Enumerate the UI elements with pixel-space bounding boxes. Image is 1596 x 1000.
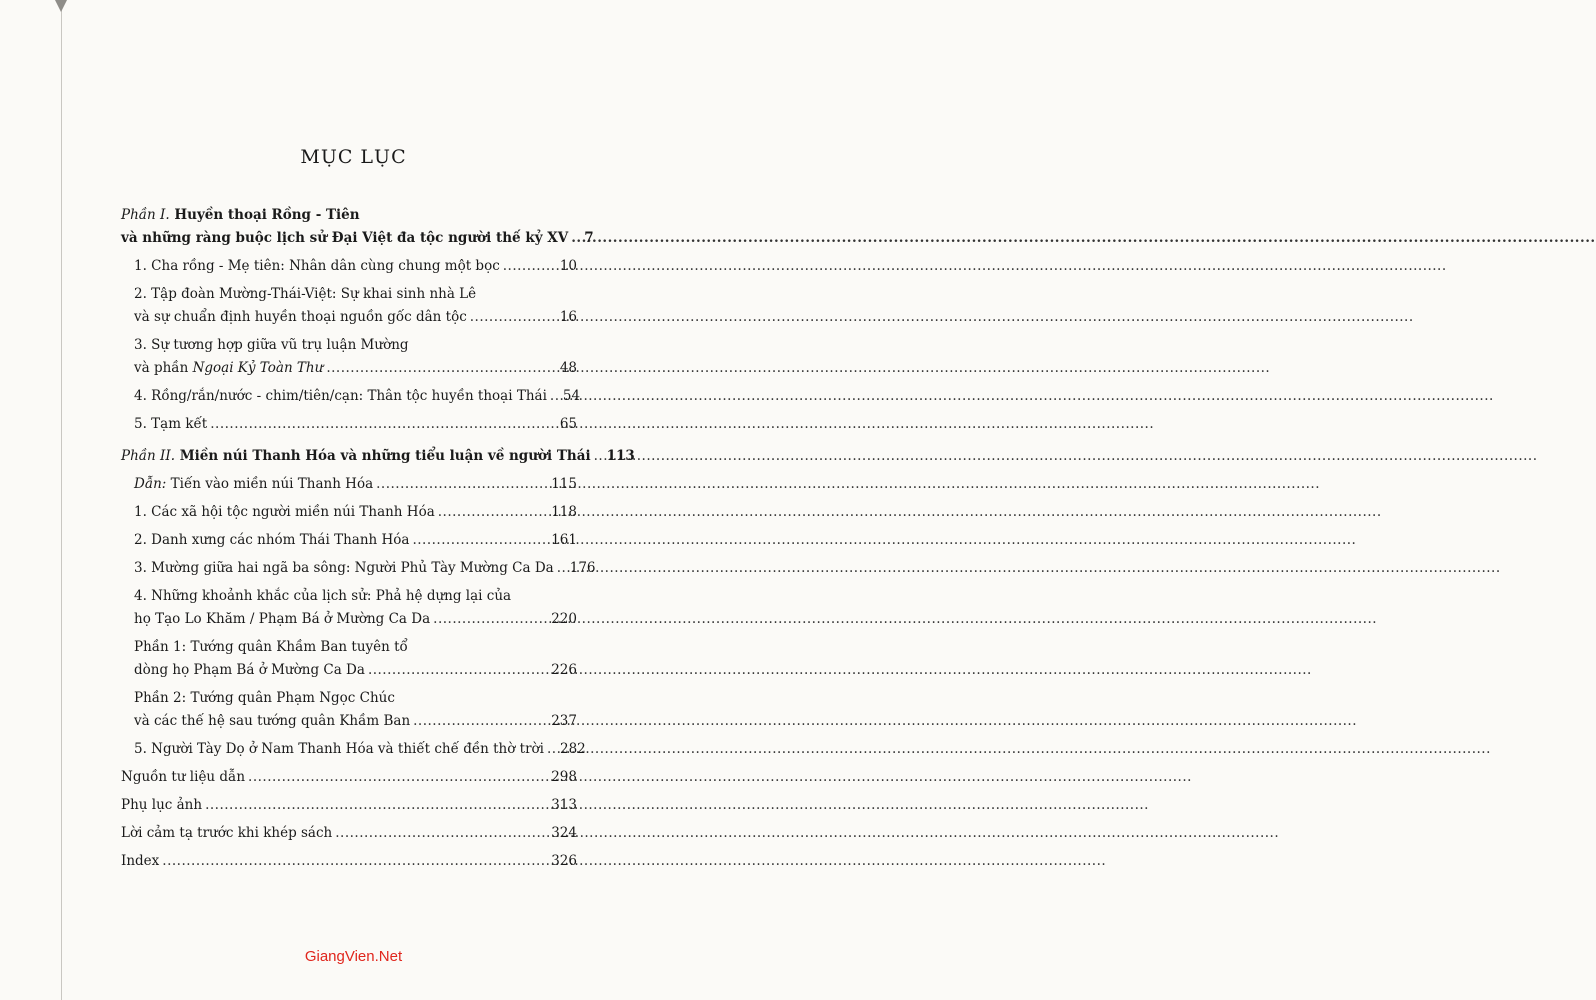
toc-page-number: 113	[606, 448, 635, 464]
toc-page-number: 161	[551, 532, 577, 548]
toc-back-matter-sources[interactable]	[121, 768, 577, 791]
toc-leader	[335, 824, 548, 843]
toc-item-title: Index	[121, 853, 160, 869]
toc-page-number: 115	[551, 476, 577, 492]
toc-page-number: 16	[559, 309, 577, 325]
toc-item-title: 1. Các xã hội tộc người miền núi Thanh Hóa	[134, 504, 435, 520]
part-2-title: Miền núi Thanh Hóa và những tiểu luận về người Thái	[175, 448, 591, 464]
toc-back-matter-photos[interactable]	[121, 796, 577, 819]
toc-leader	[470, 308, 557, 327]
toc-leader	[248, 768, 548, 787]
toc-item-title: 2. Danh xưng các nhóm Thái Thanh Hóa	[134, 532, 410, 548]
part-1-title-cont: và những ràng buộc lịch sử Đại Việt đa tộc người thế kỷ XV	[121, 230, 569, 246]
toc-item[interactable]	[121, 740, 586, 763]
toc-item-title-cont: và sự chuẩn định huyền thoại nguồn gốc dân tộc	[134, 309, 467, 325]
toc-leader	[550, 387, 560, 406]
toc-item-title: 4. Rồng/rắn/nước - chim/tiên/cạn: Thân tộc huyền thoại Thái	[134, 388, 547, 404]
toc-leader	[547, 740, 557, 759]
toc-item-title: 3. Mường giữa hai ngã ba sông: Người Phủ Tày Mường Ca Da	[134, 560, 554, 576]
toc-item-title: Tiến vào miền núi Thanh Hóa	[166, 476, 374, 492]
toc-item[interactable]	[121, 559, 596, 582]
table-of-contents	[121, 206, 635, 875]
watermark: GiangVien.Net	[304, 948, 403, 965]
toc-back-matter-index[interactable]	[121, 852, 577, 875]
toc-item[interactable]	[121, 336, 577, 382]
toc-item-title-cont: và phần	[134, 360, 193, 376]
part-1-title: Huyền thoại Rồng - Tiên	[169, 207, 360, 223]
toc-page-number: 118	[551, 504, 577, 520]
toc-leader	[413, 712, 548, 731]
toc-item-title: 2. Tập đoàn Mường-Thái-Việt: Sự khai sinh nhà Lê	[134, 286, 477, 302]
toc-page-number: 298	[551, 769, 577, 785]
toc-part-1[interactable]	[121, 206, 594, 252]
toc-page-number: 7	[584, 230, 594, 246]
toc-page-number: 226	[551, 662, 577, 678]
toc-item-title: Lời cảm tạ trước khi khép sách	[121, 825, 333, 841]
toc-leader	[326, 359, 556, 378]
toc-leader	[376, 475, 548, 494]
toc-item-title: 1. Cha rồng - Mẹ tiên: Nhân dân cùng chung một bọc	[134, 258, 500, 274]
toc-item[interactable]	[121, 587, 577, 633]
toc-subitem[interactable]	[121, 638, 577, 684]
toc-page-number: 324	[551, 825, 577, 841]
toc-item-title-cont: dòng họ Phạm Bá ở Mường Ca Da	[134, 662, 365, 678]
toc-leader	[571, 229, 581, 248]
toc-item-title: Phần 2: Tướng quân Phạm Ngọc Chúc	[134, 690, 395, 706]
toc-leader	[433, 610, 548, 629]
toc-page-number: 48	[559, 360, 577, 376]
toc-leader	[368, 661, 548, 680]
corner-triangle-icon	[55, 0, 67, 12]
toc-leader	[503, 257, 557, 276]
toc-leader	[594, 447, 604, 466]
toc-item-title: Phần 1: Tướng quân Khầm Ban tuyên tổ	[134, 639, 408, 655]
toc-leader	[412, 531, 548, 550]
toc-item-intro[interactable]	[121, 475, 577, 498]
toc-leader	[210, 415, 557, 434]
toc-item[interactable]	[121, 415, 577, 438]
toc-item[interactable]	[121, 503, 577, 526]
toc-item-title: Phụ lục ảnh	[121, 797, 203, 813]
toc-item-title: 4. Những khoảnh khắc của lịch sử: Phả hệ dựng lại của	[134, 588, 512, 604]
toc-page-number: 54	[562, 388, 581, 404]
toc-item[interactable]	[121, 285, 577, 331]
toc-item-title-cont: họ Tạo Lo Khăm / Phạm Bá ở Mường Ca Da	[134, 611, 431, 627]
toc-item-title-cont: và các thế hệ sau tướng quân Khầm Ban	[134, 713, 411, 729]
intro-prefix: Dẫn:	[134, 476, 167, 492]
toc-item-title: 5. Tạm kết	[134, 416, 208, 432]
toc-item[interactable]	[121, 531, 577, 554]
toc-item-title: 3. Sự tương hợp giữa vũ trụ luận Mường	[134, 337, 409, 353]
toc-page-number: 326	[551, 853, 577, 869]
toc-item-book-title: Ngoại Kỷ Toàn Thư	[192, 360, 324, 376]
toc-back-matter-acknowledgements[interactable]	[121, 824, 577, 847]
part-1-prefix: Phần I.	[121, 207, 170, 223]
toc-page-number: 237	[551, 713, 577, 729]
toc-part-2[interactable]	[121, 447, 635, 470]
toc-item-title: 5. Người Tày Dọ ở Nam Thanh Hóa và thiết chế đền thờ trời	[134, 741, 544, 757]
toc-subitem[interactable]	[121, 689, 577, 735]
toc-page-number: 282	[560, 741, 586, 757]
page-title: MỤC LỤC	[300, 146, 407, 168]
toc-item[interactable]	[121, 387, 581, 410]
toc-leader	[205, 796, 548, 815]
toc-page-number: 176	[569, 560, 596, 576]
toc-page-number: 313	[551, 797, 577, 813]
toc-page-number: 10	[559, 258, 577, 274]
toc-leader	[162, 852, 548, 871]
toc-page-number: 220	[551, 611, 577, 627]
toc-page-number: 65	[559, 416, 577, 432]
toc-item[interactable]	[121, 257, 577, 280]
toc-item-title: Nguồn tư liệu dẫn	[121, 769, 246, 785]
part-2-prefix: Phần II.	[121, 448, 175, 464]
toc-leader	[557, 559, 567, 578]
toc-leader	[438, 503, 548, 522]
